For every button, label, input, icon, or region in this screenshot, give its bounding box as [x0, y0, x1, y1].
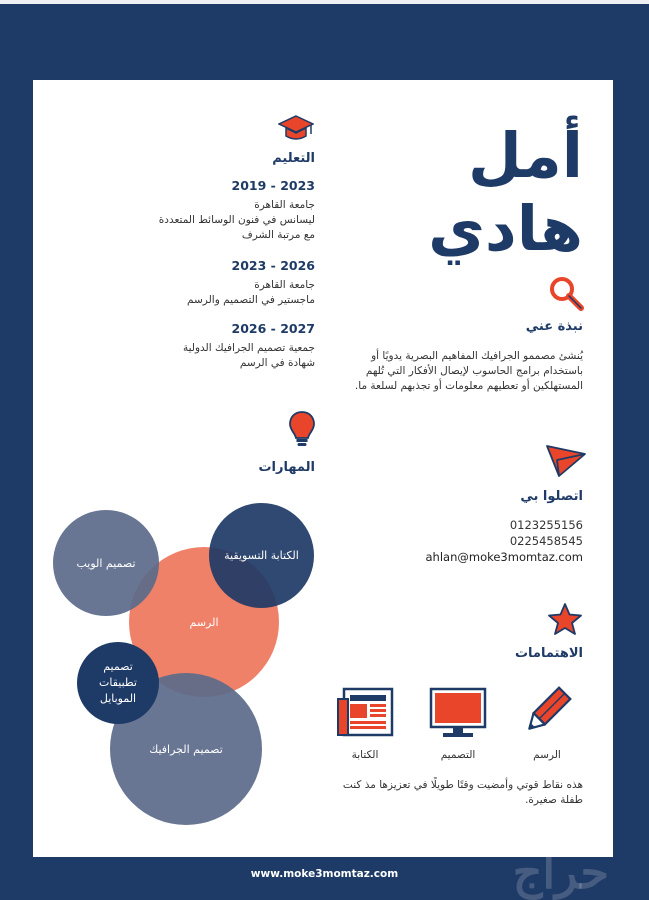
watermark: حراج: [512, 845, 609, 899]
interest-label-design: التصميم: [440, 749, 476, 761]
contact-phone-1: 0123255156: [509, 518, 583, 532]
skill-label: تصميم الويب: [76, 556, 136, 570]
education-line: ماجستير في التصميم والرسم: [187, 294, 315, 306]
skill-label: تصميم الجرافيك: [149, 742, 223, 756]
education-years: 2023 - 2026: [231, 258, 315, 273]
interest-label-writing: الكتابة: [351, 749, 379, 761]
name-first: أمل: [468, 119, 583, 192]
contact-email: ahlan@moke3momtaz.com: [425, 550, 583, 564]
education-line: شهادة في الرسم: [239, 357, 315, 369]
skill-label: تصميم تطبيقات الموبايل: [99, 660, 137, 705]
skill-marketing-circle: [209, 503, 314, 608]
education-years: 2019 - 2023: [231, 178, 315, 193]
education-entry-1: [95, 178, 315, 243]
top-strip: [0, 0, 649, 4]
skill-web-circle: [53, 510, 159, 616]
education-line: ليسانس في فنون الوسائط المتعددة: [158, 214, 315, 226]
name-last: هادي: [428, 192, 583, 265]
education-years: 2026 - 2027: [231, 321, 315, 336]
education-line: جمعية تصميم الجرافيك الدولية: [182, 342, 315, 354]
education-entry-2: [95, 258, 315, 308]
newspaper-icon: [336, 687, 394, 739]
education-line: جامعة القاهرة: [254, 279, 315, 291]
education-line: جامعة القاهرة: [254, 199, 315, 211]
education-title: التعليم: [272, 151, 315, 166]
lightbulb-icon: [288, 410, 316, 448]
about-title: نبذة عني: [525, 319, 583, 334]
paper-plane-icon: [545, 440, 587, 478]
skill-mobile-circle: [77, 642, 159, 724]
skill-label: الكتابة التسويقية: [224, 549, 299, 562]
contact-phone-2: 0225458545: [509, 534, 583, 548]
interests-text: هذه نقاط قوتي وأمضيت وقتًا طويلًا في تعزيزها مذ كنت طفلة صغيرة.: [342, 779, 583, 806]
about-text: يُنشئ مصممو الجرافيك المفاهيم البصرية يدويًا أو باستخدام برامج الحاسوب لإيصال الأفكار التي تُلهم المستهلكين أو تعطيهم معلومات أو تجذبهم لسلعة ما.: [354, 350, 583, 392]
monitor-icon: [429, 687, 487, 739]
resume-page: [33, 80, 613, 857]
pencil-icon: [520, 684, 574, 738]
graduation-cap-icon: [278, 114, 314, 142]
star-icon: [547, 602, 583, 636]
contact-title: اتصلوا بي: [520, 489, 583, 504]
footer-website[interactable]: www.moke3momtaz.com: [250, 868, 399, 880]
education-line: مع مرتبة الشرف: [241, 229, 315, 241]
magnifier-icon: [548, 275, 586, 313]
education-entry-3: [95, 321, 315, 371]
interest-label-drawing: الرسم: [533, 749, 561, 761]
skill-label: الرسم: [189, 615, 219, 629]
interests-title: الاهتمامات: [514, 646, 583, 661]
skills-title: المهارات: [258, 460, 315, 475]
